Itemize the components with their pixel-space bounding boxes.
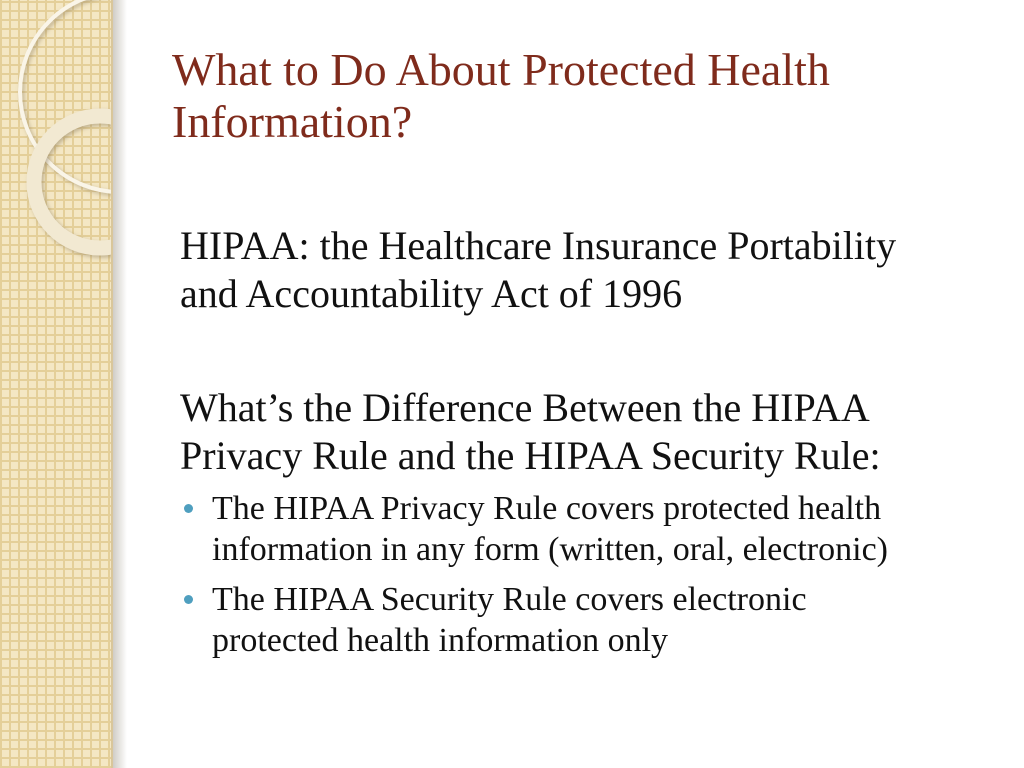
decorative-side-strip bbox=[0, 0, 113, 768]
bullet-item-privacy-rule bbox=[180, 488, 920, 570]
body-paragraph-rule-difference: What’s the Difference Between the HIPAA Privacy Rule and the HIPAA Security Rule: bbox=[180, 385, 881, 478]
side-strip-shadow bbox=[113, 0, 127, 768]
bullet-item-security-rule bbox=[180, 579, 920, 661]
bullet-list bbox=[180, 488, 920, 670]
body-paragraph-hipaa-definition: HIPAA: the Healthcare Insurance Portability and Accountability Act of 1996 bbox=[180, 223, 897, 316]
bullet-dot-icon bbox=[184, 595, 193, 604]
bullet-dot-icon bbox=[184, 504, 193, 513]
bullet-text: The HIPAA Security Rule covers electronic protected health information only bbox=[212, 581, 807, 659]
slide-title: What to Do About Protected Health Information? bbox=[172, 44, 830, 147]
bullet-text: The HIPAA Privacy Rule covers protected health information in any form (written, oral, electronic) bbox=[212, 490, 888, 568]
decorative-rings bbox=[0, 0, 113, 300]
